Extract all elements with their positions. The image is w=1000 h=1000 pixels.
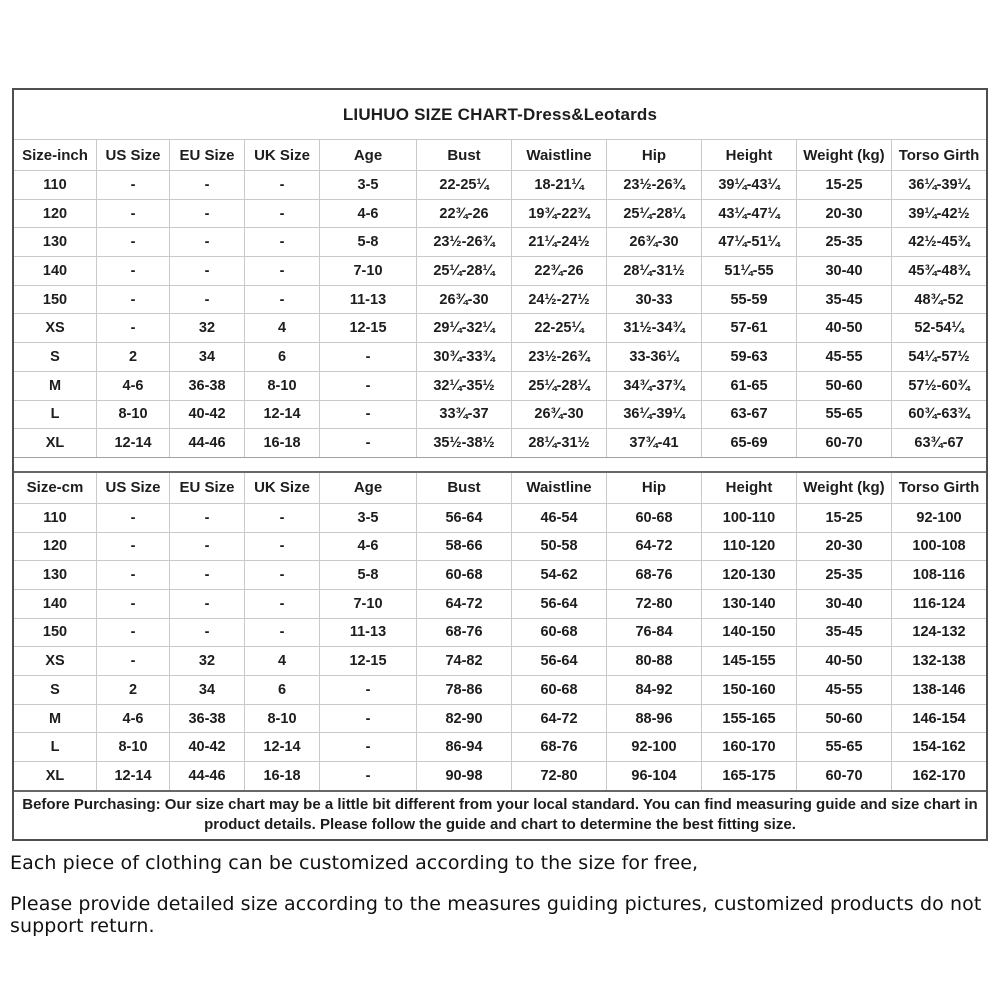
table-cell: - <box>96 532 169 561</box>
table-cell: 76-84 <box>606 618 701 647</box>
table-cell: 63-67 <box>701 400 796 429</box>
table-cell: 145-155 <box>701 646 796 675</box>
table-cell: 32 <box>169 313 244 342</box>
table-cell: 116-124 <box>891 589 986 618</box>
table-cell: 86-94 <box>416 732 511 761</box>
header-cell: Torso Girth <box>891 140 986 170</box>
footer-notes <box>10 852 995 956</box>
table-cell: XS <box>14 646 96 675</box>
table-cell: 64-72 <box>606 532 701 561</box>
table-cell: 124-132 <box>891 618 986 647</box>
table-cell: 6 <box>244 675 319 704</box>
table-cell: 32¼-35½ <box>416 371 511 400</box>
table-cell: 68-76 <box>606 560 701 589</box>
table-cell: 7-10 <box>319 256 416 285</box>
table-cell: 34 <box>169 342 244 371</box>
table-cell: 4 <box>244 646 319 675</box>
table-cell: 32 <box>169 646 244 675</box>
table-header-row-cm <box>14 473 986 503</box>
table-cell: - <box>319 675 416 704</box>
table-cell: 28¼-31½ <box>511 428 606 457</box>
table-cell: M <box>14 371 96 400</box>
table-cell: 11-13 <box>319 285 416 314</box>
table-cell: 100-110 <box>701 503 796 532</box>
table-cell: - <box>244 560 319 589</box>
table-cell: 44-46 <box>169 428 244 457</box>
header-cell: Weight (kg) <box>796 473 891 503</box>
table-cell: 28¼-31½ <box>606 256 701 285</box>
table-cell: XL <box>14 428 96 457</box>
table-cell: - <box>169 285 244 314</box>
table-cell: 42½-45¾ <box>891 227 986 256</box>
table-cell: 35-45 <box>796 618 891 647</box>
table-cell: - <box>244 589 319 618</box>
table-cell: 51¼-55 <box>701 256 796 285</box>
table-cell: 138-146 <box>891 675 986 704</box>
table-cell: 26¾-30 <box>511 400 606 429</box>
table-cell: 3-5 <box>319 170 416 199</box>
header-cell: Bust <box>416 473 511 503</box>
header-cell: Waistline <box>511 140 606 170</box>
header-cell: EU Size <box>169 473 244 503</box>
table-cell: 58-66 <box>416 532 511 561</box>
table-cell: - <box>169 618 244 647</box>
table-cell: 24½-27½ <box>511 285 606 314</box>
table-section-divider <box>14 457 986 471</box>
customization-note-line1: Each piece of clothing can be customized according to the size for free, <box>10 852 699 874</box>
header-cell: UK Size <box>244 140 319 170</box>
table-cell: - <box>169 503 244 532</box>
table-cell: - <box>319 704 416 733</box>
table-cell: - <box>169 227 244 256</box>
table-cell: 82-90 <box>416 704 511 733</box>
table-cell: 39¼-42½ <box>891 199 986 228</box>
table-cell: 120 <box>14 199 96 228</box>
table-cell: 74-82 <box>416 646 511 675</box>
table-cell: 30-33 <box>606 285 701 314</box>
table-cell: - <box>244 227 319 256</box>
table-cell: - <box>169 256 244 285</box>
table-cell: 54-62 <box>511 560 606 589</box>
table-cell: 25-35 <box>796 227 891 256</box>
table-cell: 50-60 <box>796 371 891 400</box>
table-cell: 4-6 <box>96 371 169 400</box>
table-cell: 55-65 <box>796 732 891 761</box>
table-cell: 155-165 <box>701 704 796 733</box>
table-cell: 150-160 <box>701 675 796 704</box>
table-cell: 59-63 <box>701 342 796 371</box>
table-cell: 4 <box>244 313 319 342</box>
header-cell: Hip <box>606 140 701 170</box>
table-cell: 110 <box>14 503 96 532</box>
table-cell: - <box>169 560 244 589</box>
table-cell: 8-10 <box>96 732 169 761</box>
table-cell: 55-65 <box>796 400 891 429</box>
purchase-note: Before Purchasing: Our size chart may be a little bit different from your local standard. You can find measuring guide and size chart in product details. Please follow the guide and chart to determine the best fitting size. <box>14 790 986 840</box>
table-cell: 37¾-41 <box>606 428 701 457</box>
table-cell: 160-170 <box>701 732 796 761</box>
table-cell: - <box>244 256 319 285</box>
chart-title: LIUHUO SIZE CHART-Dress&Leotards <box>14 90 986 140</box>
header-cell: US Size <box>96 473 169 503</box>
table-cell: - <box>319 732 416 761</box>
table-body-inch <box>14 170 986 457</box>
table-cell: 12-14 <box>244 400 319 429</box>
table-cell: 46-54 <box>511 503 606 532</box>
table-cell: 39¼-43¼ <box>701 170 796 199</box>
table-cell: 90-98 <box>416 761 511 790</box>
table-header-row-inch <box>14 140 986 170</box>
table-cell: XS <box>14 313 96 342</box>
table-cell: 2 <box>96 675 169 704</box>
table-cell: - <box>319 428 416 457</box>
table-cell: 146-154 <box>891 704 986 733</box>
table-cell: - <box>96 199 169 228</box>
table-cell: 72-80 <box>511 761 606 790</box>
table-cell: 3-5 <box>319 503 416 532</box>
table-cell: - <box>244 170 319 199</box>
table-cell: 140 <box>14 256 96 285</box>
table-cell: 36-38 <box>169 371 244 400</box>
table-cell: 15-25 <box>796 503 891 532</box>
table-cell: - <box>96 285 169 314</box>
table-cell: 130 <box>14 227 96 256</box>
header-cell: Hip <box>606 473 701 503</box>
table-cell: 26¾-30 <box>416 285 511 314</box>
table-cell: 54¼-57½ <box>891 342 986 371</box>
table-cell: 20-30 <box>796 199 891 228</box>
table-cell: 40-50 <box>796 646 891 675</box>
table-cell: S <box>14 675 96 704</box>
customization-note-line2: Please provide detailed size according to the measures guiding pictures, customized products do not support return. <box>10 893 982 937</box>
table-cell: M <box>14 704 96 733</box>
table-cell: - <box>244 532 319 561</box>
table-cell: 78-86 <box>416 675 511 704</box>
table-cell: 35-45 <box>796 285 891 314</box>
table-cell: 132-138 <box>891 646 986 675</box>
header-cell: UK Size <box>244 473 319 503</box>
table-cell: 88-96 <box>606 704 701 733</box>
table-cell: 45-55 <box>796 342 891 371</box>
table-cell: 12-14 <box>244 732 319 761</box>
table-cell: 154-162 <box>891 732 986 761</box>
table-cell: - <box>319 400 416 429</box>
table-cell: - <box>96 618 169 647</box>
table-cell: 22-25¼ <box>416 170 511 199</box>
table-cell: 29¼-32¼ <box>416 313 511 342</box>
table-cell: 25¼-28¼ <box>606 199 701 228</box>
table-cell: 60-68 <box>511 675 606 704</box>
table-cell: 60-68 <box>416 560 511 589</box>
table-cell: 7-10 <box>319 589 416 618</box>
table-cell: 68-76 <box>511 732 606 761</box>
table-cell: 50-58 <box>511 532 606 561</box>
table-cell: L <box>14 732 96 761</box>
table-cell: 45-55 <box>796 675 891 704</box>
table-cell: 4-6 <box>319 199 416 228</box>
table-cell: 43¼-47¼ <box>701 199 796 228</box>
table-cell: 120 <box>14 532 96 561</box>
header-cell: Size-cm <box>26 479 84 497</box>
table-cell: 64-72 <box>416 589 511 618</box>
table-cell: 40-42 <box>169 400 244 429</box>
table-cell: 60-70 <box>796 761 891 790</box>
header-cell: EU Size <box>169 140 244 170</box>
table-cell: S <box>14 342 96 371</box>
table-cell: 40-50 <box>796 313 891 342</box>
table-cell: 12-14 <box>96 428 169 457</box>
table-cell: 96-104 <box>606 761 701 790</box>
table-cell: 2 <box>96 342 169 371</box>
table-cell: 19¾-22¾ <box>511 199 606 228</box>
header-cell: Age <box>319 140 416 170</box>
table-cell: 52-54¼ <box>891 313 986 342</box>
table-cell: 60-68 <box>606 503 701 532</box>
table-cell: 8-10 <box>244 704 319 733</box>
table-cell: 33¾-37 <box>416 400 511 429</box>
table-cell: 63¾-67 <box>891 428 986 457</box>
table-cell: - <box>244 285 319 314</box>
table-cell: - <box>96 256 169 285</box>
table-cell: - <box>319 761 416 790</box>
table-cell: 26¾-30 <box>606 227 701 256</box>
table-cell: 12-15 <box>319 646 416 675</box>
table-cell: - <box>96 227 169 256</box>
table-cell: 165-175 <box>701 761 796 790</box>
table-cell: 61-65 <box>701 371 796 400</box>
table-cell: 56-64 <box>511 646 606 675</box>
header-cell: Bust <box>416 140 511 170</box>
table-cell: 23½-26¾ <box>606 170 701 199</box>
table-cell: 36-38 <box>169 704 244 733</box>
table-cell: 68-76 <box>416 618 511 647</box>
table-cell: 40-42 <box>169 732 244 761</box>
table-cell: 92-100 <box>606 732 701 761</box>
table-cell: 15-25 <box>796 170 891 199</box>
table-cell: 25¼-28¼ <box>511 371 606 400</box>
header-cell: Size-inch <box>22 146 88 164</box>
table-cell: 11-13 <box>319 618 416 647</box>
table-cell: 60-68 <box>511 618 606 647</box>
table-cell: 65-69 <box>701 428 796 457</box>
table-cell: 92-100 <box>891 503 986 532</box>
table-cell: - <box>169 532 244 561</box>
table-cell: - <box>169 170 244 199</box>
table-cell: 50-60 <box>796 704 891 733</box>
table-cell: 21¼-24½ <box>511 227 606 256</box>
table-cell: 22¾-26 <box>416 199 511 228</box>
table-cell: 56-64 <box>511 589 606 618</box>
table-cell: - <box>244 618 319 647</box>
table-cell: 44-46 <box>169 761 244 790</box>
table-cell: 8-10 <box>96 400 169 429</box>
table-cell: 30¾-33¾ <box>416 342 511 371</box>
table-cell: 25-35 <box>796 560 891 589</box>
table-cell: 60¾-63¾ <box>891 400 986 429</box>
table-cell: 84-92 <box>606 675 701 704</box>
table-cell: 8-10 <box>244 371 319 400</box>
table-cell: 47¼-51¼ <box>701 227 796 256</box>
table-cell: 12-15 <box>319 313 416 342</box>
size-table-inch <box>14 140 986 457</box>
table-cell: 110 <box>14 170 96 199</box>
table-cell: - <box>244 199 319 228</box>
table-cell: - <box>96 170 169 199</box>
table-cell: XL <box>14 761 96 790</box>
table-cell: 36¼-39¼ <box>606 400 701 429</box>
table-cell: 16-18 <box>244 428 319 457</box>
table-cell: - <box>96 589 169 618</box>
table-cell: 57½-60¾ <box>891 371 986 400</box>
table-cell: - <box>244 503 319 532</box>
table-cell: 150 <box>14 285 96 314</box>
table-cell: 20-30 <box>796 532 891 561</box>
table-cell: - <box>169 589 244 618</box>
header-cell: Age <box>319 473 416 503</box>
table-cell: 108-116 <box>891 560 986 589</box>
table-cell: 23½-26¾ <box>416 227 511 256</box>
table-cell: 140 <box>14 589 96 618</box>
table-cell: 48¾-52 <box>891 285 986 314</box>
table-cell: 120-130 <box>701 560 796 589</box>
table-cell: 25¼-28¼ <box>416 256 511 285</box>
table-cell: 34 <box>169 675 244 704</box>
table-cell: 130 <box>14 560 96 589</box>
table-cell: - <box>169 199 244 228</box>
size-chart-table <box>12 88 988 841</box>
table-cell: - <box>96 503 169 532</box>
table-cell: 60-70 <box>796 428 891 457</box>
table-cell: 150 <box>14 618 96 647</box>
table-cell: 34¾-37¾ <box>606 371 701 400</box>
table-cell: 56-64 <box>416 503 511 532</box>
header-cell: Height <box>701 473 796 503</box>
table-cell: 31½-34¾ <box>606 313 701 342</box>
header-cell: Height <box>701 140 796 170</box>
header-cell: Torso Girth <box>891 473 986 503</box>
table-cell: 4-6 <box>319 532 416 561</box>
table-cell: 23½-26¾ <box>511 342 606 371</box>
table-cell: 55-59 <box>701 285 796 314</box>
table-cell: - <box>96 313 169 342</box>
table-cell: 64-72 <box>511 704 606 733</box>
size-table-cm <box>14 471 986 790</box>
header-cell: Weight (kg) <box>796 140 891 170</box>
table-cell: 12-14 <box>96 761 169 790</box>
table-cell: 80-88 <box>606 646 701 675</box>
table-cell: 72-80 <box>606 589 701 618</box>
table-cell: 36¼-39¼ <box>891 170 986 199</box>
table-cell: - <box>96 560 169 589</box>
table-cell: - <box>96 646 169 675</box>
table-cell: 162-170 <box>891 761 986 790</box>
table-cell: 33-36¼ <box>606 342 701 371</box>
table-cell: 5-8 <box>319 227 416 256</box>
table-cell: 100-108 <box>891 532 986 561</box>
table-cell: 5-8 <box>319 560 416 589</box>
table-cell: 30-40 <box>796 589 891 618</box>
table-cell: 18-21¼ <box>511 170 606 199</box>
table-cell: 22-25¼ <box>511 313 606 342</box>
table-cell: 45¾-48¾ <box>891 256 986 285</box>
table-cell: 57-61 <box>701 313 796 342</box>
table-cell: 140-150 <box>701 618 796 647</box>
header-cell: Waistline <box>511 473 606 503</box>
table-cell: 110-120 <box>701 532 796 561</box>
table-cell: 4-6 <box>96 704 169 733</box>
header-cell: US Size <box>96 140 169 170</box>
table-cell: - <box>319 371 416 400</box>
table-cell: L <box>14 400 96 429</box>
table-cell: 6 <box>244 342 319 371</box>
table-cell: 130-140 <box>701 589 796 618</box>
table-cell: - <box>319 342 416 371</box>
table-cell: 35½-38½ <box>416 428 511 457</box>
table-cell: 22¾-26 <box>511 256 606 285</box>
table-cell: 16-18 <box>244 761 319 790</box>
table-body-cm <box>14 503 986 790</box>
table-cell: 30-40 <box>796 256 891 285</box>
